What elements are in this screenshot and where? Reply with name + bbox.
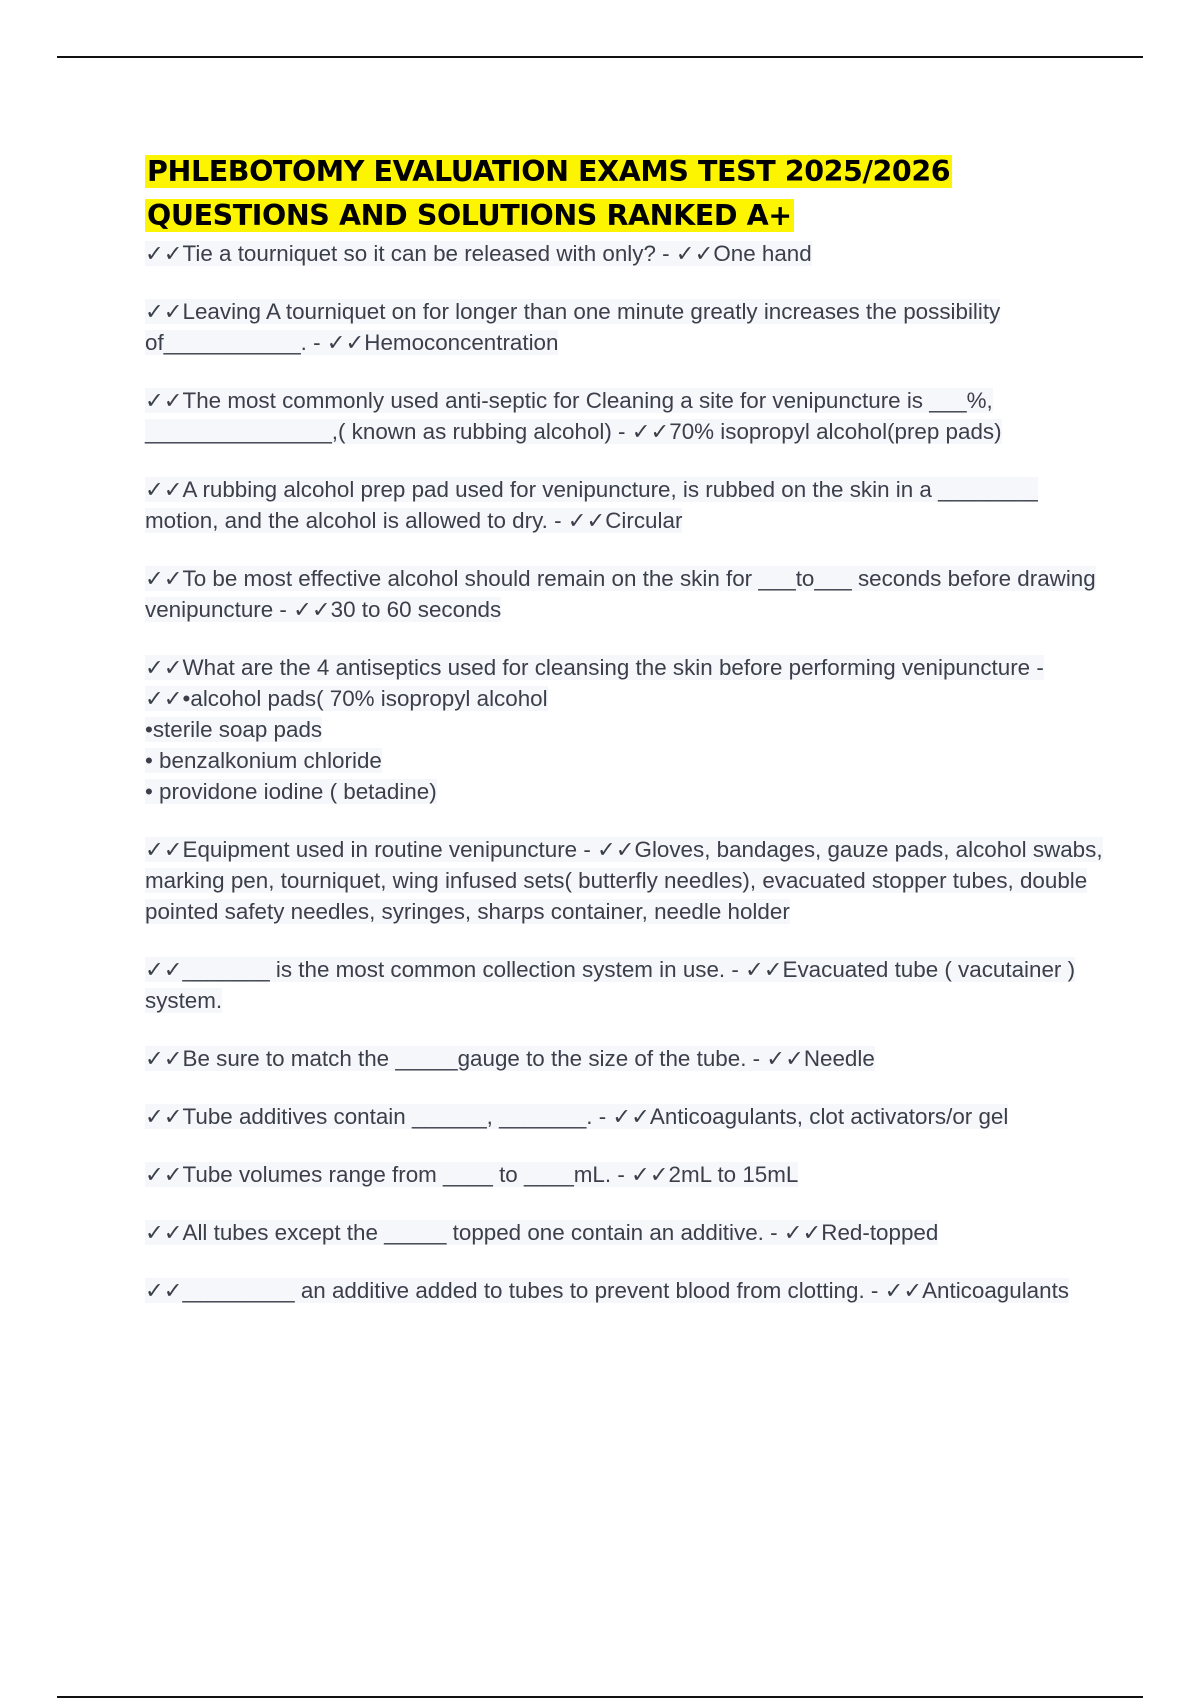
qa-text: ✓✓Tie a tourniquet so it can be released with only? - ✓✓One hand bbox=[145, 241, 812, 266]
qa-item bbox=[145, 652, 1105, 807]
title-line-2: QUESTIONS AND SOLUTIONS RANKED A+ bbox=[147, 199, 792, 232]
qa-item bbox=[145, 563, 1105, 625]
qa-item bbox=[145, 1217, 1105, 1248]
qa-text: ✓✓Be sure to match the _____gauge to the size of the tube. - ✓✓Needle bbox=[145, 1046, 875, 1071]
document-body bbox=[145, 150, 1105, 1333]
qa-item bbox=[145, 954, 1105, 1016]
qa-text: ✓✓Tube volumes range from ____ to ____mL. - ✓✓2mL to 15mL bbox=[145, 1162, 799, 1187]
document-title bbox=[145, 150, 1105, 238]
top-rule bbox=[57, 56, 1143, 58]
qa-text: ✓✓All tubes except the _____ topped one contain an additive. - ✓✓Red-topped bbox=[145, 1220, 939, 1245]
qa-item bbox=[145, 238, 1105, 269]
qa-text: ✓✓What are the 4 antiseptics used for cleansing the skin before performing venipuncture - ✓✓•alcohol pads( 70% isopropyl alcohol •sterile soap pads • benzalkonium chloride • providone iodine ( betadine) bbox=[145, 655, 1044, 804]
qa-item bbox=[145, 1275, 1105, 1306]
qa-text: ✓✓Tube additives contain ______, _______. - ✓✓Anticoagulants, clot activators/or gel bbox=[145, 1104, 1009, 1129]
qa-item bbox=[145, 1043, 1105, 1074]
qa-text: ✓✓To be most effective alcohol should remain on the skin for ___to___ seconds before drawing venipuncture - ✓✓30 to 60 seconds bbox=[145, 566, 1096, 622]
qa-text: ✓✓_______ is the most common collection system in use. - ✓✓Evacuated tube ( vacutainer ) system. bbox=[145, 957, 1076, 1013]
qa-item bbox=[145, 1159, 1105, 1190]
qa-text: ✓✓The most commonly used anti-septic for Cleaning a site for venipuncture is ___%, _______________,( known as rubbing alcohol) - ✓✓70% isopropyl alcohol(prep pads) bbox=[145, 388, 1002, 444]
qa-text: ✓✓Leaving A tourniquet on for longer than one minute greatly increases the possibility of___________. - ✓✓Hemoconcentration bbox=[145, 299, 1001, 355]
qa-text: ✓✓A rubbing alcohol prep pad used for venipuncture, is rubbed on the skin in a ________ motion, and the alcohol is allowed to dry. - ✓✓Circular bbox=[145, 477, 1038, 533]
qa-item bbox=[145, 834, 1105, 927]
qa-item bbox=[145, 296, 1105, 358]
bottom-rule bbox=[57, 1696, 1143, 1698]
qa-text: ✓✓Equipment used in routine venipuncture - ✓✓Gloves, bandages, gauze pads, alcohol swabs, marking pen, tourniquet, wing infused sets( butterfly needles), evacuated stopper tubes, double pointed safety needles, syringes, sharps container, needle holder bbox=[145, 837, 1103, 924]
qa-item bbox=[145, 1101, 1105, 1132]
qa-item bbox=[145, 474, 1105, 536]
title-line-1: PHLEBOTOMY EVALUATION EXAMS TEST 2025/2026 bbox=[147, 155, 951, 188]
qa-list bbox=[145, 238, 1105, 1306]
qa-text: ✓✓_________ an additive added to tubes to prevent blood from clotting. - ✓✓Anticoagulants bbox=[145, 1278, 1069, 1303]
qa-item bbox=[145, 385, 1105, 447]
